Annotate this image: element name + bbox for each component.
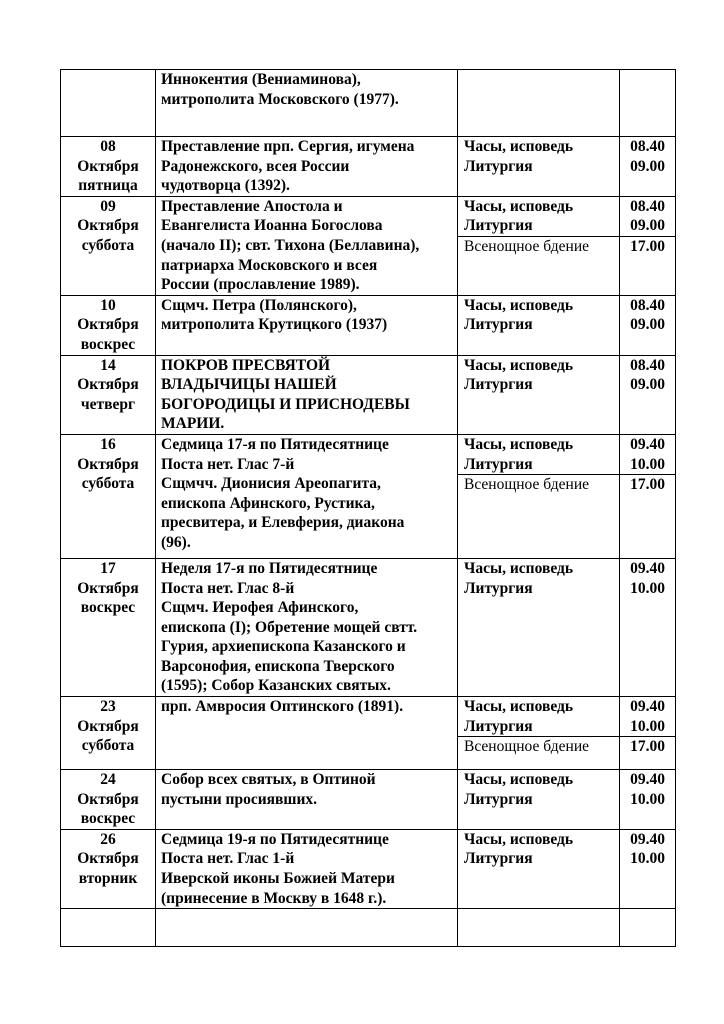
table-row	[61, 434, 676, 558]
feast-line: Сщмч. Петра (Полянского),	[161, 296, 357, 314]
date-month: Октября	[77, 316, 139, 334]
feast-line: прп. Амвросия Оптинского (1891).	[161, 698, 404, 716]
feast-line: пресвитера, и Елевферия, диакона	[161, 514, 405, 532]
feast-cell	[156, 697, 458, 770]
date-day: 08	[100, 138, 116, 155]
feast-line: Радонежского, всея России	[161, 157, 350, 175]
time-vigil: 17.00	[620, 474, 675, 495]
date-month: Октября	[77, 579, 139, 597]
date-weekday: вторник	[78, 870, 138, 888]
time-vigil: 17.00	[620, 736, 675, 757]
time-cell	[620, 70, 676, 137]
feast-line: (1595); Собор Казанских святых.	[161, 677, 391, 695]
time-liturgy: 10.00	[630, 850, 665, 868]
service-liturgy: Литургия	[464, 376, 533, 394]
feast-line: митрополита Московского (1977).	[161, 90, 399, 108]
feast-line: (96).	[161, 533, 191, 551]
service-liturgy: Литургия	[464, 217, 533, 235]
service-liturgy: Литургия	[464, 717, 533, 735]
service-cell	[458, 909, 620, 947]
table-row	[61, 558, 676, 696]
date-day: 24	[100, 771, 116, 789]
date-day: 17	[100, 559, 116, 577]
service-cell	[458, 434, 620, 558]
feast-line: Сщмчч. Дионисия Ареопагита,	[161, 475, 381, 493]
time-cell	[620, 434, 676, 558]
time-cell	[620, 355, 676, 434]
feast-line: России (прославление 1989).	[161, 276, 360, 294]
feast-line: Неделя 17-я по Пятидесятнице	[161, 559, 378, 577]
feast-line: митрополита Крутицкого (1937)	[161, 316, 388, 334]
date-cell	[61, 434, 156, 558]
date-month: Октября	[77, 376, 139, 394]
date-weekday: воскрес	[80, 599, 136, 617]
feast-line: Седмица 19-я по Пятидесятнице	[161, 830, 389, 848]
service-liturgy: Литургия	[464, 157, 533, 175]
feast-line: Преставление Апостола и	[161, 197, 343, 215]
time-hours: 09.40	[630, 830, 665, 848]
feast-line: пустыни просиявших.	[161, 790, 318, 808]
feast-line: епископа Афинского, Рустика,	[161, 494, 375, 512]
date-month: Октября	[77, 717, 139, 735]
time-liturgy: 09.00	[630, 316, 665, 334]
feast-line: ПОКРОВ ПРЕСВЯТОЙ	[161, 356, 331, 374]
time-vigil: 17.00	[620, 236, 675, 257]
date-day: 23	[100, 698, 116, 716]
service-vigil: Всенощное бдение	[458, 736, 619, 757]
service-cell	[458, 355, 620, 434]
time-hours: 09.40	[630, 435, 665, 453]
service-hours: Часы, исповедь	[464, 197, 574, 215]
date-cell	[61, 295, 156, 355]
service-cell	[458, 770, 620, 830]
feast-line: БОГОРОДИЦЫ И ПРИСНОДЕВЫ	[161, 395, 410, 413]
schedule-table	[60, 69, 676, 947]
table-row	[61, 770, 676, 830]
date-weekday: пятница	[78, 177, 138, 195]
date-cell	[61, 770, 156, 830]
table-row	[61, 196, 676, 295]
service-cell	[458, 295, 620, 355]
table-row	[61, 137, 676, 197]
service-hours: Часы, исповедь	[464, 138, 574, 155]
time-cell	[620, 697, 676, 770]
feast-line: Седмица 17-я по Пятидесятнице	[161, 435, 389, 453]
date-day: 14	[100, 356, 116, 374]
time-cell	[620, 829, 676, 908]
date-cell	[61, 196, 156, 295]
feast-line: епископа (I); Обретение мощей свтт.	[161, 618, 418, 636]
service-liturgy: Литургия	[464, 850, 533, 868]
date-month: Октября	[77, 455, 139, 473]
time-hours: 08.40	[630, 356, 665, 374]
feast-line: Сщмч. Иерофея Афинского,	[161, 599, 359, 617]
time-liturgy: 09.00	[630, 157, 665, 175]
feast-line: чудотворца (1392).	[161, 177, 290, 195]
service-hours: Часы, исповедь	[464, 830, 574, 848]
service-liturgy: Литургия	[464, 790, 533, 808]
service-cell	[458, 558, 620, 696]
service-cell	[458, 137, 620, 197]
table-row	[61, 70, 676, 137]
date-weekday: воскрес	[80, 335, 136, 353]
time-hours: 09.40	[630, 771, 665, 789]
time-hours: 09.40	[630, 559, 665, 577]
feast-cell	[156, 770, 458, 830]
service-hours: Часы, исповедь	[464, 559, 574, 577]
time-hours: 08.40	[630, 197, 665, 215]
feast-cell	[156, 829, 458, 908]
time-cell	[620, 909, 676, 947]
table-row	[61, 295, 676, 355]
date-cell	[61, 70, 156, 137]
service-hours: Часы, исповедь	[464, 296, 574, 314]
date-month: Октября	[77, 217, 139, 235]
time-hours: 08.40	[630, 138, 665, 155]
time-liturgy: 09.00	[630, 217, 665, 235]
time-hours: 09.40	[630, 698, 665, 716]
date-weekday: суббота	[81, 737, 135, 755]
feast-line: Иверской иконы Божией Матери	[161, 870, 395, 888]
date-weekday: суббота	[81, 236, 135, 254]
time-liturgy: 10.00	[630, 790, 665, 808]
feast-line: (начало II); свт. Тихона (Беллавина),	[161, 236, 420, 254]
feast-cell	[156, 355, 458, 434]
time-cell	[620, 770, 676, 830]
feast-line: ВЛАДЫЧИЦЫ НАШЕЙ	[161, 376, 337, 394]
time-hours: 08.40	[630, 296, 665, 314]
table-row	[61, 697, 676, 770]
date-month: Октября	[77, 790, 139, 808]
date-day: 16	[100, 435, 116, 453]
date-day: 09	[100, 197, 116, 215]
service-cell	[458, 196, 620, 295]
feast-cell	[156, 434, 458, 558]
feast-line: Иннокентия (Вениаминова),	[161, 71, 361, 88]
service-hours: Часы, исповедь	[464, 356, 574, 374]
date-month: Октября	[77, 850, 139, 868]
date-cell	[61, 909, 156, 947]
feast-cell	[156, 558, 458, 696]
feast-line: Собор всех святых, в Оптиной	[161, 771, 376, 789]
time-liturgy: 10.00	[630, 455, 665, 473]
service-hours: Часы, исповедь	[464, 698, 574, 716]
service-liturgy: Литургия	[464, 316, 533, 334]
service-cell	[458, 829, 620, 908]
service-hours: Часы, исповедь	[464, 435, 574, 453]
date-day: 26	[100, 830, 116, 848]
service-vigil: Всенощное бдение	[458, 236, 619, 257]
time-cell	[620, 558, 676, 696]
feast-line: Евангелиста Иоанна Богослова	[161, 217, 383, 235]
date-cell	[61, 137, 156, 197]
feast-line: Варсонофия, епископа Тверского	[161, 657, 395, 675]
feast-line: МАРИИ.	[161, 415, 225, 433]
service-liturgy: Литургия	[464, 455, 533, 473]
time-liturgy: 09.00	[630, 376, 665, 394]
date-weekday: воскрес	[80, 810, 136, 828]
service-cell	[458, 70, 620, 137]
date-cell	[61, 355, 156, 434]
feast-cell	[156, 70, 458, 137]
service-vigil: Всенощное бдение	[458, 474, 619, 495]
service-hours: Часы, исповедь	[464, 771, 574, 789]
date-weekday: четверг	[80, 395, 136, 413]
service-liturgy: Литургия	[464, 579, 533, 597]
date-weekday: суббота	[81, 475, 135, 493]
date-day: 10	[100, 296, 116, 314]
feast-line: Поста нет. Глас 7-й	[161, 455, 295, 473]
feast-line: (принесение в Москву в 1648 г.).	[161, 889, 387, 907]
date-month: Октября	[77, 157, 139, 175]
feast-cell	[156, 137, 458, 197]
feast-cell	[156, 196, 458, 295]
table-row	[61, 829, 676, 908]
date-cell	[61, 829, 156, 908]
time-cell	[620, 137, 676, 197]
feast-line: патриарха Московского и всея	[161, 256, 378, 274]
time-liturgy: 10.00	[630, 717, 665, 735]
time-cell	[620, 196, 676, 295]
date-cell	[61, 558, 156, 696]
feast-line: Поста нет. Глас 8-й	[161, 579, 295, 597]
time-cell	[620, 295, 676, 355]
table-row	[61, 909, 676, 947]
feast-line: Преставление прп. Сергия, игумена	[161, 138, 415, 155]
feast-cell	[156, 909, 458, 947]
time-liturgy: 10.00	[630, 579, 665, 597]
table-row	[61, 355, 676, 434]
date-cell	[61, 697, 156, 770]
feast-line: Поста нет. Глас 1-й	[161, 850, 295, 868]
service-cell	[458, 697, 620, 770]
feast-line: Гурия, архиепископа Казанского и	[161, 638, 406, 656]
feast-cell	[156, 295, 458, 355]
